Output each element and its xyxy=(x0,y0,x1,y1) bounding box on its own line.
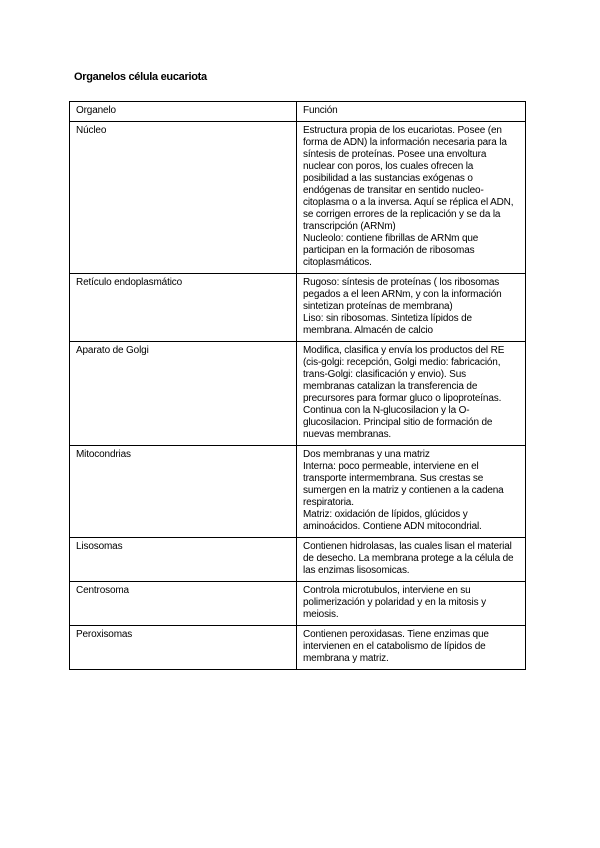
organelle-name: Aparato de Golgi xyxy=(70,342,297,446)
organelle-name: Peroxisomas xyxy=(70,626,297,670)
organelle-function xyxy=(297,538,526,582)
table-row xyxy=(70,582,526,626)
organelle-function xyxy=(297,342,526,446)
function-text: Interna: poco permeable, interviene en el transporte intermembrana. Sus crestas se sumergen en la matriz y contienen a la cadena respiratoria. xyxy=(303,461,507,508)
column-header-funcion: Función xyxy=(297,102,526,122)
organelle-name: Lisosomas xyxy=(70,538,297,582)
organelle-function xyxy=(297,626,526,670)
table-row xyxy=(70,446,526,538)
document-title: Organelos célula eucariota xyxy=(74,71,207,83)
organelle-function xyxy=(297,446,526,538)
organelle-name: Núcleo xyxy=(70,122,297,274)
organelle-name: Retículo endoplasmático xyxy=(70,274,297,342)
table-header-row xyxy=(70,102,526,122)
table-row xyxy=(70,274,526,342)
organelle-name: Mitocondrias xyxy=(70,446,297,538)
function-text: Matriz: oxidación de lípidos, glúcidos y aminoácidos. Contiene ADN mitocondrial. xyxy=(303,509,482,532)
function-text: Contienen hidrolasas, las cuales lisan el material de desecho. La membrana protege a la célula de las enzimas lisosomicas. xyxy=(303,541,517,576)
function-text: Liso: sin ribosomas. Sintetiza lípidos de membrana. Almacén de calcio xyxy=(303,313,475,336)
organelle-function xyxy=(297,274,526,342)
organelle-function xyxy=(297,582,526,626)
function-text: Dos membranas y una matriz xyxy=(303,449,430,460)
organelle-table xyxy=(69,101,526,670)
organelle-name: Centrosoma xyxy=(70,582,297,626)
function-text: Controla microtubulos, interviene en su polimerización y polaridad y en la mitosis y meiosis. xyxy=(303,585,489,620)
organelle-function xyxy=(297,122,526,274)
table-row xyxy=(70,342,526,446)
column-header-organelo: Organelo xyxy=(70,102,297,122)
function-text: Nucleolo: contiene fibrillas de ARNm que participan en la formación de ribosomas citoplasmáticos. xyxy=(303,233,481,268)
function-text: Contienen peroxidasas. Tiene enzimas que intervienen en el catabolismo de lípidos de membrana y matriz. xyxy=(303,629,492,664)
table-row xyxy=(70,626,526,670)
table-row xyxy=(70,538,526,582)
table-row xyxy=(70,122,526,274)
function-text: Estructura propia de los eucariotas. Posee (en forma de ADN) la información necesaria para la síntesis de proteínas. Posee una envoltura nuclear con poros, los cuales ofrecen la posibilidad a las sustancias exógenas o endógenas de transitar en sentido nucleo-citoplasma o a la inversa. Aquí se réplica el ADN, se corrigen errores de la replicación y se da la transcripción (ARNm) xyxy=(303,125,517,232)
function-text: Modifica, clasifica y envía los productos del RE (cis-golgi: recepción, Golgi medio: fabricación, trans-Golgi: clasificación y envio). Sus membranas catalizan la transferencia de precursores para formar gluco o lipoproteínas. Continua con la N-glucosilacion y la O-glucosilacion. Principal sitio de formación de nuevas membranas. xyxy=(303,345,507,440)
function-text: Rugoso: síntesis de proteínas ( los ribosomas pegados a el leen ARNm, y con la información sintetizan proteínas de membrana) xyxy=(303,277,505,312)
